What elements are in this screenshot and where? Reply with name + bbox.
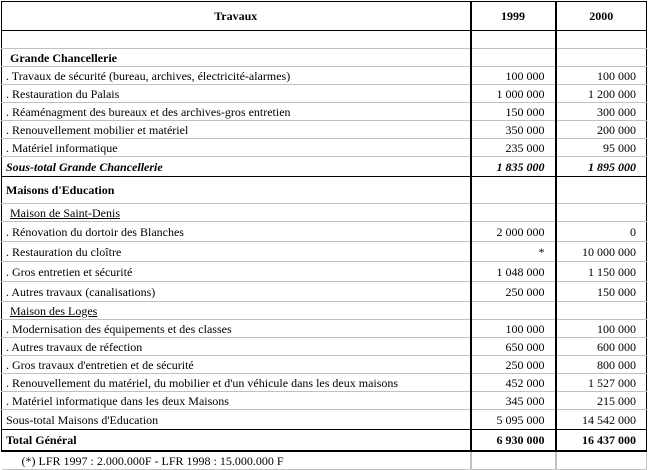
item-label: . Autres travaux (canalisations) bbox=[2, 282, 471, 302]
value-1999: 235 000 bbox=[471, 139, 556, 157]
value-1999: 150 000 bbox=[471, 103, 556, 121]
subtotal-row: Sous-total Maisons d'Education 5 095 000 14 542 000 bbox=[2, 410, 647, 430]
table-row bbox=[2, 392, 647, 410]
section-heading: Grande Chancellerie bbox=[2, 49, 647, 67]
value-2000: 100 000 bbox=[556, 320, 647, 338]
table-row bbox=[2, 356, 647, 374]
value-2000: 95 000 bbox=[556, 139, 647, 157]
value-1999: 350 000 bbox=[471, 121, 556, 139]
value-2000: 100 000 bbox=[556, 67, 647, 85]
value-1999: 2 000 000 bbox=[471, 222, 556, 242]
value-1999: 345 000 bbox=[471, 392, 556, 410]
item-label: . Rénovation du dortoir des Blanches bbox=[2, 222, 471, 242]
item-label: . Travaux de sécurité (bureau, archives, électricité-alarmes) bbox=[2, 67, 471, 85]
value-1999: 1 000 000 bbox=[471, 85, 556, 103]
item-label: . Réaménagment des bureaux et des archives-gros entretien bbox=[2, 103, 471, 121]
item-label: . Renouvellement du matériel, du mobilier et d'un véhicule dans les deux maisons bbox=[2, 374, 471, 392]
table-row bbox=[2, 282, 647, 302]
value-1999: 452 000 bbox=[471, 374, 556, 392]
subsection-heading: Maison de Saint-Denis bbox=[2, 204, 647, 222]
table-row bbox=[2, 121, 647, 139]
section-heading: Maisons d'Education bbox=[2, 177, 647, 204]
item-label: . Gros entretien et sécurité bbox=[2, 262, 471, 282]
table-row bbox=[2, 85, 647, 103]
header-travaux: Travaux bbox=[2, 2, 471, 31]
budget-table bbox=[1, 1, 647, 470]
footnote: (*) LFR 1997 : 2.000.000F - LFR 1998 : 15.000.000 F bbox=[2, 451, 471, 470]
value-2000: 10 000 000 bbox=[556, 242, 647, 262]
header-2000: 2000 bbox=[556, 2, 647, 31]
value-1999: 100 000 bbox=[471, 67, 556, 85]
table-row bbox=[2, 222, 647, 242]
value-1999: 650 000 bbox=[471, 338, 556, 356]
item-label: . Matériel informatique dans les deux Maisons bbox=[2, 392, 471, 410]
value-1999: 250 000 bbox=[471, 356, 556, 374]
value-1999: 1 048 000 bbox=[471, 262, 556, 282]
value-2000: 300 000 bbox=[556, 103, 647, 121]
item-label: . Matériel informatique bbox=[2, 139, 471, 157]
value-2000: 0 bbox=[556, 222, 647, 242]
item-label: . Restauration du Palais bbox=[2, 85, 471, 103]
item-label: . Autres travaux de réfection bbox=[2, 338, 471, 356]
header-row bbox=[2, 2, 647, 31]
value-2000: 215 000 bbox=[556, 392, 647, 410]
value-2000: 800 000 bbox=[556, 356, 647, 374]
value-2000: 1 200 000 bbox=[556, 85, 647, 103]
table-row bbox=[2, 338, 647, 356]
value-2000: 150 000 bbox=[556, 282, 647, 302]
table-row bbox=[2, 374, 647, 392]
table-row bbox=[2, 103, 647, 121]
value-1999: 250 000 bbox=[471, 282, 556, 302]
value-1999: 100 000 bbox=[471, 320, 556, 338]
value-1999: * bbox=[471, 242, 556, 262]
table-row bbox=[2, 320, 647, 338]
value-2000: 1 150 000 bbox=[556, 262, 647, 282]
value-2000: 1 527 000 bbox=[556, 374, 647, 392]
subsection-heading: Maison des Loges bbox=[2, 302, 647, 320]
empty-row bbox=[2, 31, 647, 49]
table-row bbox=[2, 67, 647, 85]
item-label: . Restauration du cloître bbox=[2, 242, 471, 262]
item-label: . Gros travaux d'entretien et de sécurité bbox=[2, 356, 471, 374]
footnote-row bbox=[2, 451, 647, 470]
item-label: . Renouvellement mobilier et matériel bbox=[2, 121, 471, 139]
header-1999: 1999 bbox=[471, 2, 556, 31]
total-row: Total Général 6 930 000 16 437 000 bbox=[2, 430, 647, 452]
subtotal-row: Sous-total Grande Chancellerie 1 835 000 1 895 000 bbox=[2, 157, 647, 177]
item-label: . Modernisation des équipements et des classes bbox=[2, 320, 471, 338]
table-row bbox=[2, 262, 647, 282]
table-row bbox=[2, 242, 647, 262]
value-2000: 200 000 bbox=[556, 121, 647, 139]
value-2000: 600 000 bbox=[556, 338, 647, 356]
table-row bbox=[2, 139, 647, 157]
